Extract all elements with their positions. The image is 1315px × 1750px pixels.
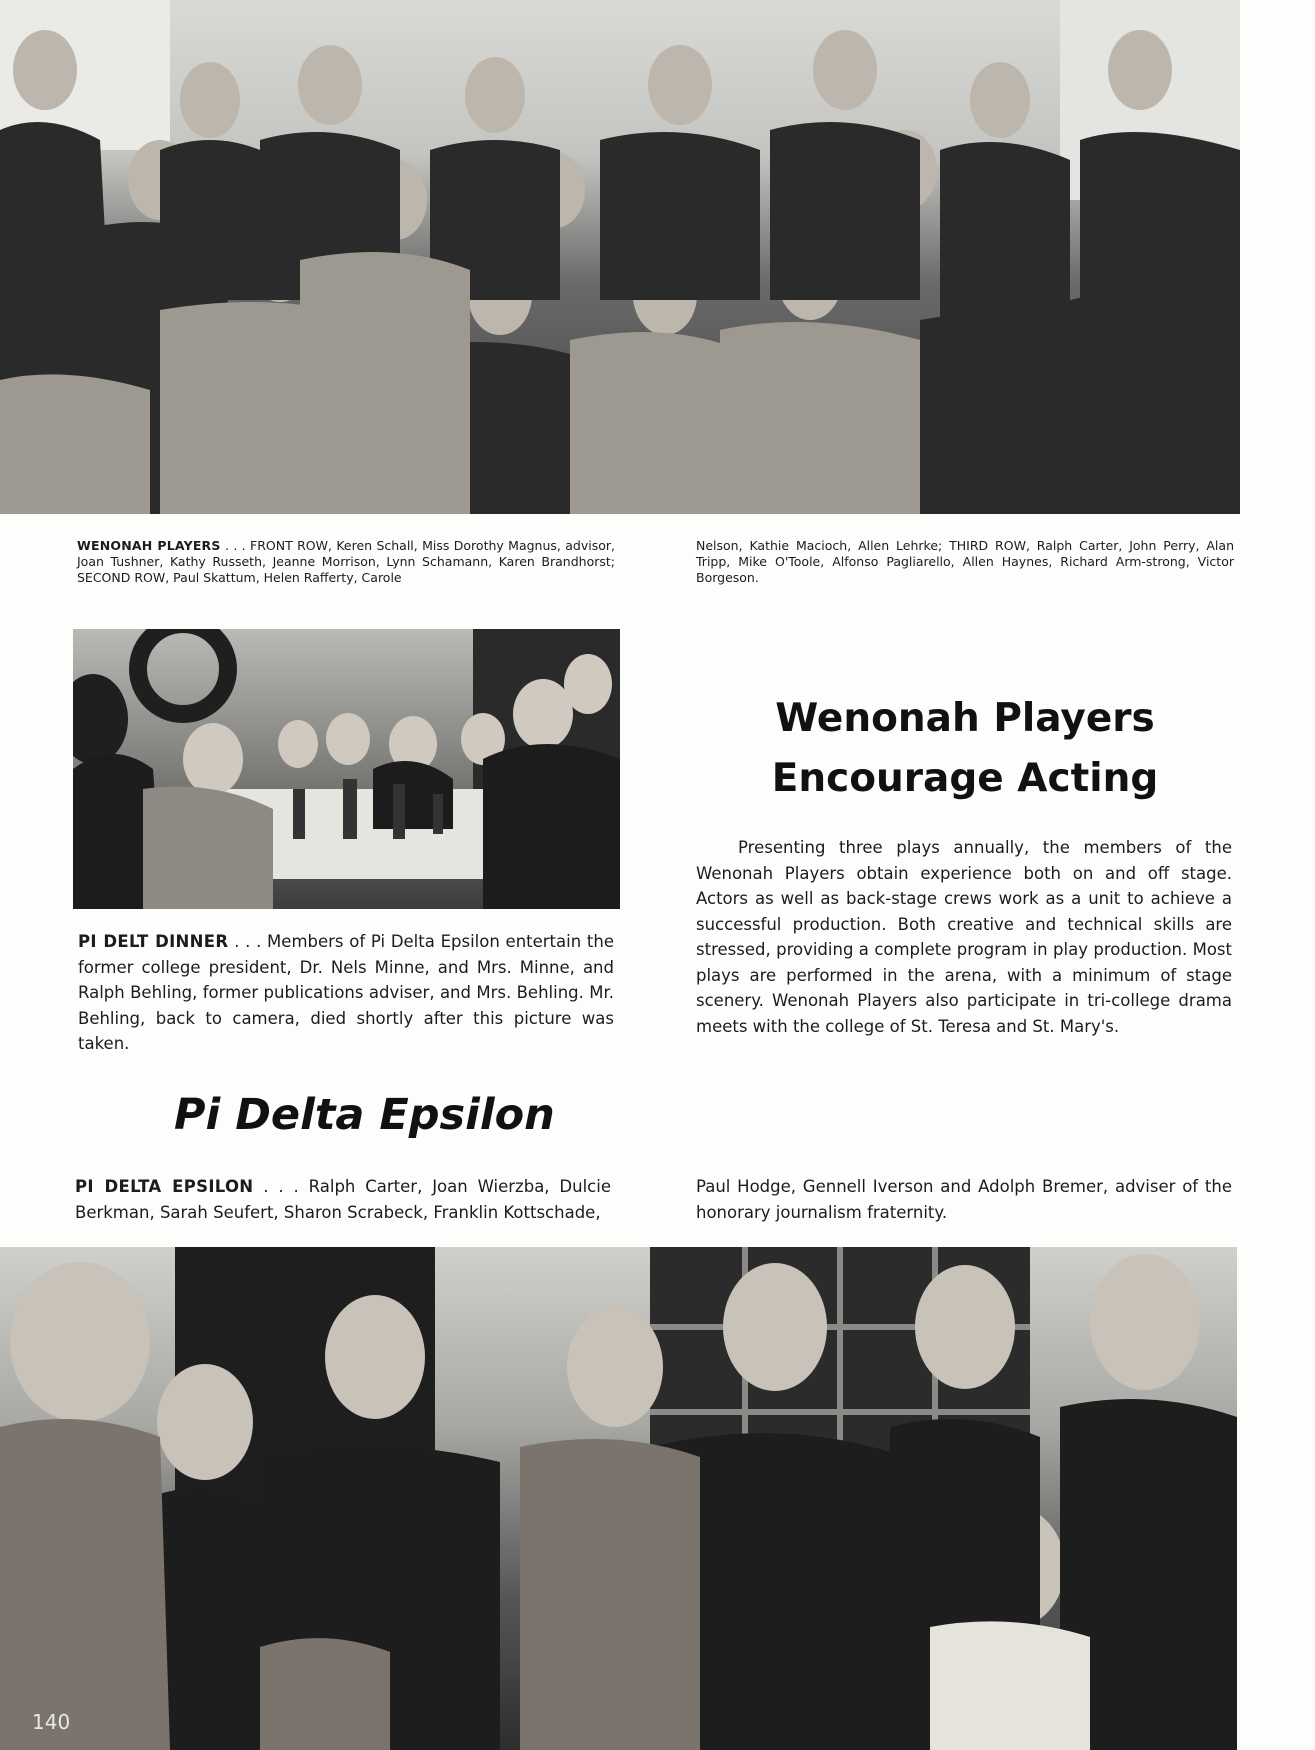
article-body bbox=[696, 835, 1232, 1039]
pi-delta-epsilon-photo bbox=[0, 1247, 1237, 1750]
headline-line-2: Encourage Acting bbox=[771, 756, 1159, 801]
wenonah-caption-text-2: Nelson, Kathie Macioch, Allen Lehrke; THIRD ROW, Ralph Carter, John Perry, Alan Tripp, Mike O'Toole, Alfonso Pagliarello, Allen Haynes, Richard Arm-strong, Victor Borgeson. bbox=[696, 538, 1234, 585]
pde-caption-text-2: Paul Hodge, Gennell Iverson and Adolph Bremer, adviser of the honorary journalism fraternity. bbox=[696, 1177, 1232, 1222]
pde-caption-left bbox=[75, 1174, 611, 1225]
page-number: 140 bbox=[32, 1710, 71, 1734]
pde-caption-right bbox=[696, 1174, 1232, 1225]
pde-figures bbox=[0, 1247, 1237, 1750]
article-body-text: Presenting three plays annually, the members of the Wenonah Players obtain experience both on and off stage. Actors as well as back-stage crews work as a unit to achieve a successful production. Both creative and technical skills are stressed, providing a complete program in play production. Most plays are performed in the arena, with a minimum of stage scenery. Wenonah Players also participate in tri-college drama meets with the college of St. Teresa and St. Mary's. bbox=[696, 838, 1232, 1036]
wenonah-caption-label: WENONAH PLAYERS bbox=[77, 538, 221, 553]
article-headline bbox=[695, 689, 1235, 809]
pde-caption-label: PI DELTA EPSILON bbox=[75, 1177, 254, 1196]
pde-caption-text-1: . . . Ralph Carter, Joan Wierzba, Dulcie Berkman, Sarah Seufert, Sharon Scrabeck, Franklin Kottschade, bbox=[75, 1177, 611, 1222]
section-title: Pi Delta Epsilon bbox=[174, 1090, 555, 1140]
dinner-caption bbox=[78, 929, 614, 1057]
dinner-caption-label: PI DELT DINNER bbox=[78, 932, 229, 951]
pi-delt-dinner-photo bbox=[73, 629, 620, 909]
wenonah-caption-left bbox=[77, 538, 615, 586]
wenonah-caption-right bbox=[696, 538, 1234, 586]
wenonah-players-photo bbox=[0, 0, 1240, 514]
dinner-caption-text: . . . Members of Pi Delta Epsilon entertain the former college president, Dr. Nels Minne, and Mrs. Minne, and Ralph Behling, former publications adviser, and Mrs. Behling. Mr. Behling, back to camera, died shortly after this picture was taken. bbox=[78, 932, 614, 1053]
headline-line-1: Wenonah Players bbox=[775, 696, 1155, 741]
dinner-scene bbox=[73, 629, 620, 909]
wenonah-players-figures bbox=[0, 0, 1240, 514]
wenonah-caption-text-1: . . . FRONT ROW, Keren Schall, Miss Dorothy Magnus, advisor, Joan Tushner, Kathy Russeth, Jeanne Morrison, Lynn Schamann, Karen Brandhorst; SECOND ROW, Paul Skattum, Helen Rafferty, Carole bbox=[77, 538, 615, 585]
